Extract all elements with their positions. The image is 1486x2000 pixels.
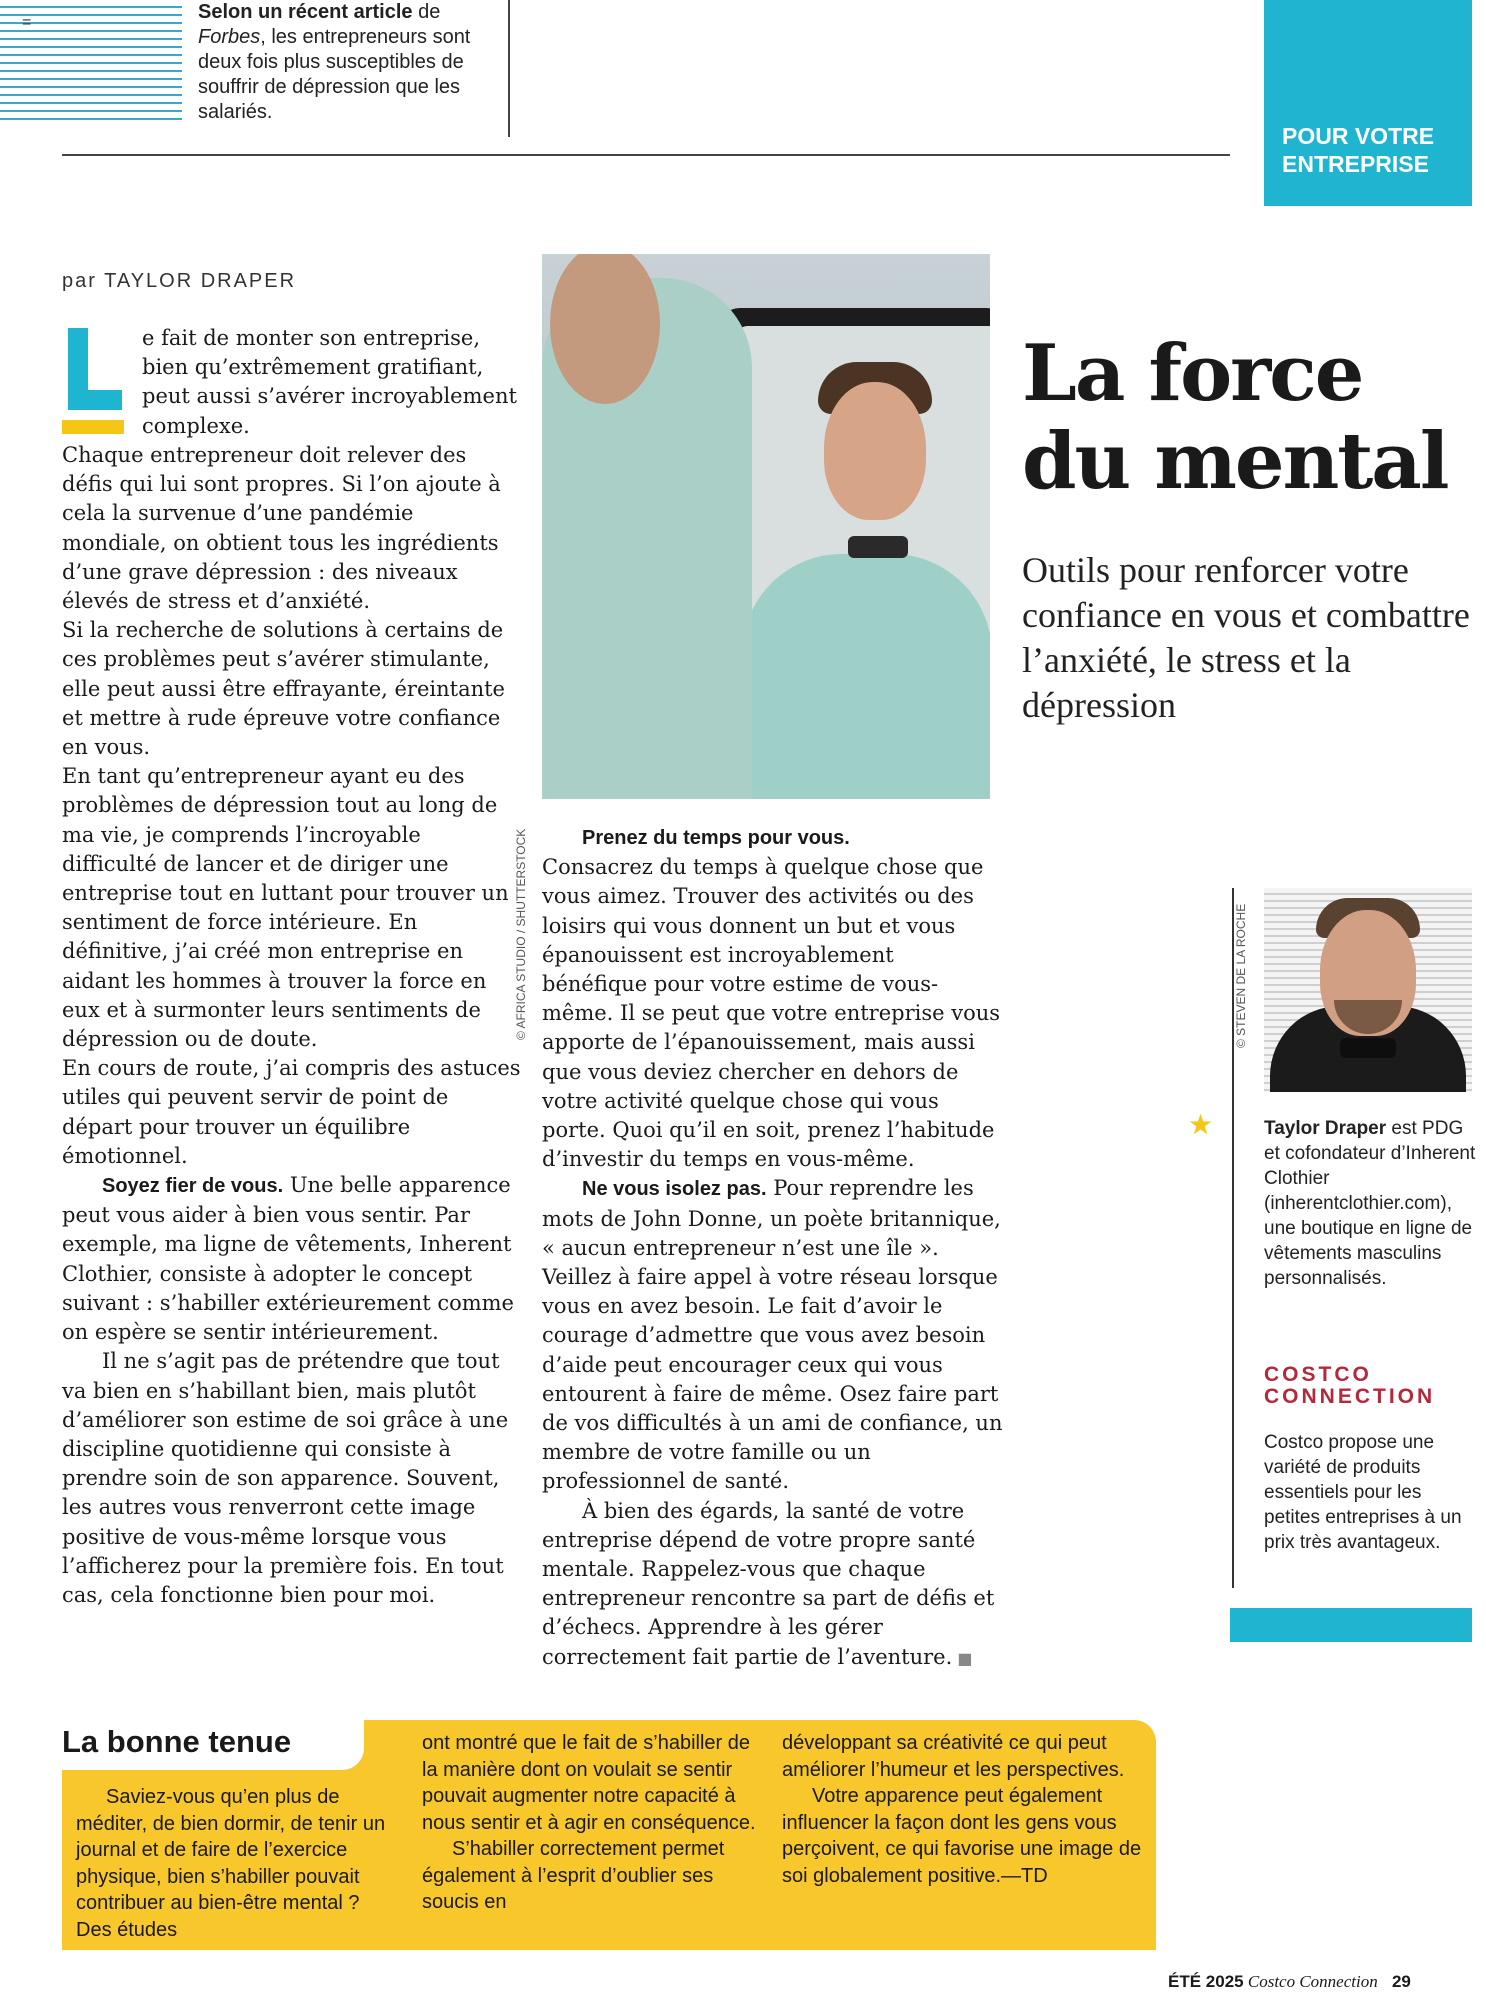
footer-season: ÉTÉ 2025 [1168, 1972, 1244, 1991]
article-paragraph: Il ne s’agit pas de prétendre que tout va bien en s’habillant bien, mais plutôt d’améliorer son estime de soi grâce à une discipline quotidienne qui consiste à prendre soin de son apparence. Souvent, les autres vous renverront cette image positive de vous-même lorsque vous l’afficherez pour la première fois. En tout cas, cela fonctionne bien pour moi. [62, 1349, 509, 1607]
author-bio [1264, 1116, 1476, 1291]
accent-bar [1230, 1608, 1472, 1642]
article-paragraph: Chaque entrepreneur doit relever des défis qui lui sont propres. Si l’on ajoute à cela la survenue d’une pandémie mondiale, on obtient tous les ingrédients d’une grave dépression : des niveaux élevés de stress et d’anxiété. [62, 443, 501, 614]
sidebar-paragraph: ont montré que le fait de s’habiller de la manière dont on voulait se sentir pouvait augmenter notre capacité à nous sentir et à agir en conséquence. [422, 1732, 756, 1834]
brand-text: Costco propose une variété de produits essentiels pour les petites entreprises à un prix très avantageux. [1264, 1432, 1462, 1553]
author-portrait [1264, 888, 1472, 1092]
drop-cap-underline [62, 420, 124, 434]
top-rule [62, 154, 1230, 156]
pull-quote-de: de [412, 1, 441, 23]
page-number: 29 [1391, 1972, 1411, 1991]
article-column-2 [542, 823, 1004, 1673]
pull-quote-divider [508, 0, 510, 137]
drop-cap-l [60, 328, 124, 410]
article-paragraph: En tant qu’entrepreneur ayant eu des problèmes de dépression tout au long de ma vie, je comprends l’incroyable difficulté de lancer et de diriger une entreprise tout en luttant pour trouver un sentiment de force intérieure. En définitive, j’ai créé mon entreprise en aidant les hommes à trouver la force en eux et à surmonter leurs sentiments de dépression ou de doute. [62, 764, 509, 1052]
tip-text: Pour reprendre les mots de John Donne, un poète britannique, « aucun entrepreneur n’est une île ». Veillez à faire appel à votre réseau lorsque vous en avez besoin. Le fait d’avoir le courage d’admettre que vous avez besoin d’aide peut encourager ceux qui vous entourent à faire de même. Osez faire part de vos difficultés à un ami de confiance, un membre de votre famille ou un professionnel de santé. [542, 1176, 1003, 1494]
article-subtitle: Outils pour renforcer votre confiance en vous et combattre l’anxiété, le stress et la dépression [1022, 550, 1470, 725]
star-icon: ★ [1188, 1109, 1214, 1140]
title-line-1: La force [1022, 328, 1363, 419]
article-paragraph [542, 1497, 1004, 1673]
sidebar-title: La bonne tenue [62, 1724, 292, 1759]
tip-heading-fier: Soyez fier de vous. [102, 1175, 284, 1198]
brand-logo [1264, 1364, 1476, 1408]
article-paragraph: En cours de route, j’ai compris des astuces utiles qui peuvent servir de point de départ pour trouver un équilibre émotionnel. [62, 1056, 521, 1168]
pull-quote-text: , les entrepreneurs sont deux fois plus susceptibles de souffrir de dépression que les salariés. [198, 26, 471, 123]
tip-heading-temps: Prenez du temps pour vous. [582, 827, 850, 849]
sidebar-paragraph: Votre apparence peut également influencer la façon dont les gens vous perçoivent, ce qui favorise une image de soi globalement positive.—TD [782, 1785, 1142, 1887]
article-paragraph [542, 1174, 1004, 1496]
closing-text: À bien des égards, la santé de votre entreprise dépend de votre propre santé mentale. Rappelez-vous que chaque entrepreneur rencontre sa part de défis et d’échecs. Apprendre à les gérer correctement fait partie de l’aventure. [542, 1498, 995, 1669]
author-name: Taylor Draper [1264, 1118, 1387, 1139]
tip-heading-isolez: Ne vous isolez pas. [582, 1178, 767, 1201]
tip-text: Une belle apparence peut vous aider à bien vous sentir. Par exemple, ma ligne de vêtements, Inherent Clothier, consiste à adopter le concept suivant : s’habiller extérieurement comme on espère se sentir intérieurement. [62, 1173, 514, 1345]
article-column-1 [62, 441, 522, 1610]
article-paragraph [542, 823, 1004, 853]
author-bio-text: est PDG et cofondateur d’Inherent Clothier (inherentclothier.com), une boutique en ligne de vêtements masculins personnalisés. [1264, 1118, 1476, 1289]
sidebar-paragraph: S’habiller correctement permet également à l’esprit d’oublier ses soucis en [422, 1838, 725, 1913]
sidebar-column-3 [782, 1730, 1144, 1889]
brand-line-2: CONNECTION [1264, 1385, 1436, 1408]
article-paragraph: Consacrez du temps à quelque chose que vous aimez. Trouver des activités ou des loisirs qui vous donnent un but et vous épanouissent est incroyablement bénéfique pour votre estime de vous-même. Il se peut que votre entreprise vous apporte de l’épanouissement, mais aussi que vous deviez chercher en dehors de votre activité quelque chose qui vous porte. Quoi qu’il en soit, prenez l’habitude d’investir du temps en vous-même. [542, 855, 1001, 1172]
portrait-credit: © STEVEN DE LA ROCHE [1234, 903, 1248, 1048]
equals-icon: = [22, 14, 32, 31]
mirror-photo [542, 254, 990, 799]
brand-line-1: COSTCO [1264, 1363, 1372, 1386]
title-line-2: du mental [1022, 416, 1448, 507]
sidebar-paragraph: développant sa créativité ce qui peut améliorer l’humeur et les perspectives. [782, 1732, 1125, 1781]
article-paragraph: Si la recherche de solutions à certains de ces problèmes peut s’avérer stimulante, elle peut aussi être effrayante, éreintante et mettre à rude épreuve votre confiance en vous. [62, 618, 505, 760]
footer-magazine: Costco Connection [1247, 1972, 1378, 1991]
pull-quote [198, 0, 498, 125]
article-title [1022, 330, 1462, 506]
article-paragraph [62, 1171, 522, 1347]
byline: par TAYLOR DRAPER [62, 270, 297, 292]
sidebar-paragraph: Saviez-vous qu’en plus de méditer, de bien dormir, de tenir un journal et de faire de l’exercice physique, bien s’habiller pouvait contribuer au bien-être mental ? Des études [76, 1786, 386, 1941]
pull-quote-lead: Selon un récent article [198, 1, 413, 23]
pull-quote-source: Forbes [198, 26, 261, 48]
article-intro: e fait de monter son entreprise, bien qu’extrêmement gratifiant, peut aussi s’avérer incroyablement complexe. [142, 326, 517, 438]
section-label: POUR VOTRE ENTREPRISE [1282, 123, 1435, 177]
end-mark: ■ [952, 1648, 973, 1668]
page-footer [1168, 1972, 1411, 1992]
photo-credit: © AFRICA STUDIO / SHUTTERSTOCK [514, 828, 528, 1040]
sidebar-column-1 [76, 1784, 396, 1943]
sidebar-column-2 [422, 1730, 762, 1916]
